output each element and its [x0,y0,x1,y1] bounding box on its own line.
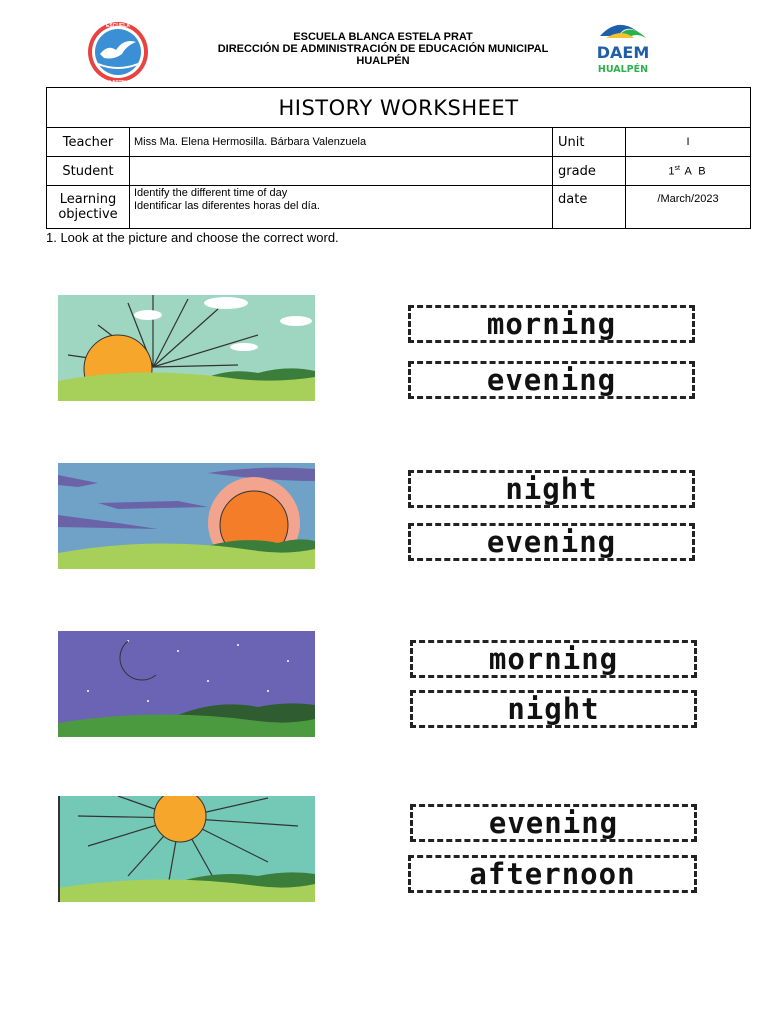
page-header [0,0,768,86]
svg-text:ESCUELA: ESCUELA [106,23,130,29]
school-name: ESCUELA BLANCA ESTELA PRAT [293,31,473,43]
objective-value: Identify the different time of day Identificar las diferentes horas del día. [130,186,553,229]
afternoon-scene-image [58,796,315,902]
daem-logo [588,18,658,78]
date-label: date [553,186,626,229]
grade-value: 1st A B [626,157,751,186]
unit-label: Unit [553,128,626,157]
word-option[interactable]: evening [408,361,695,399]
grade-label: grade [553,157,626,186]
word-option[interactable]: evening [410,804,697,842]
teacher-value: Miss Ma. Elena Hermosilla. Bárbara Valenzuela [130,128,553,157]
city-name: HUALPÉN [356,55,410,67]
student-label: Student [47,157,130,186]
word-option[interactable]: afternoon [408,855,697,893]
worksheet-title: HISTORY WORKSHEET [47,88,751,128]
word-option[interactable]: night [410,690,697,728]
word-option[interactable]: morning [410,640,697,678]
school-header-text [200,31,566,67]
student-value[interactable] [130,157,553,186]
date-value: /March/2023 [626,186,751,229]
school-logo [86,20,150,86]
info-table [46,87,751,229]
direction-name: DIRECCIÓN DE ADMINISTRACIÓN DE EDUCACIÓN MUNICIPAL [217,43,549,55]
morning-scene-image [58,295,315,401]
svg-text:DAEM: DAEM [596,43,650,62]
instruction-text: 1. Look at the picture and choose the correct word. [46,230,339,245]
word-option[interactable]: night [408,470,695,508]
evening-scene-image [58,463,315,569]
svg-text:BLANCA ESTELA PRAT: BLANCA ESTELA PRAT [92,79,144,84]
word-option[interactable]: morning [408,305,695,343]
unit-value: I [626,128,751,157]
night-scene-image [58,631,315,737]
word-option[interactable]: evening [408,523,695,561]
leaf-icon [600,25,646,38]
teacher-label: Teacher [47,128,130,157]
objective-label: Learning objective [47,186,130,229]
svg-text:HUALPÉN: HUALPÉN [597,64,649,75]
